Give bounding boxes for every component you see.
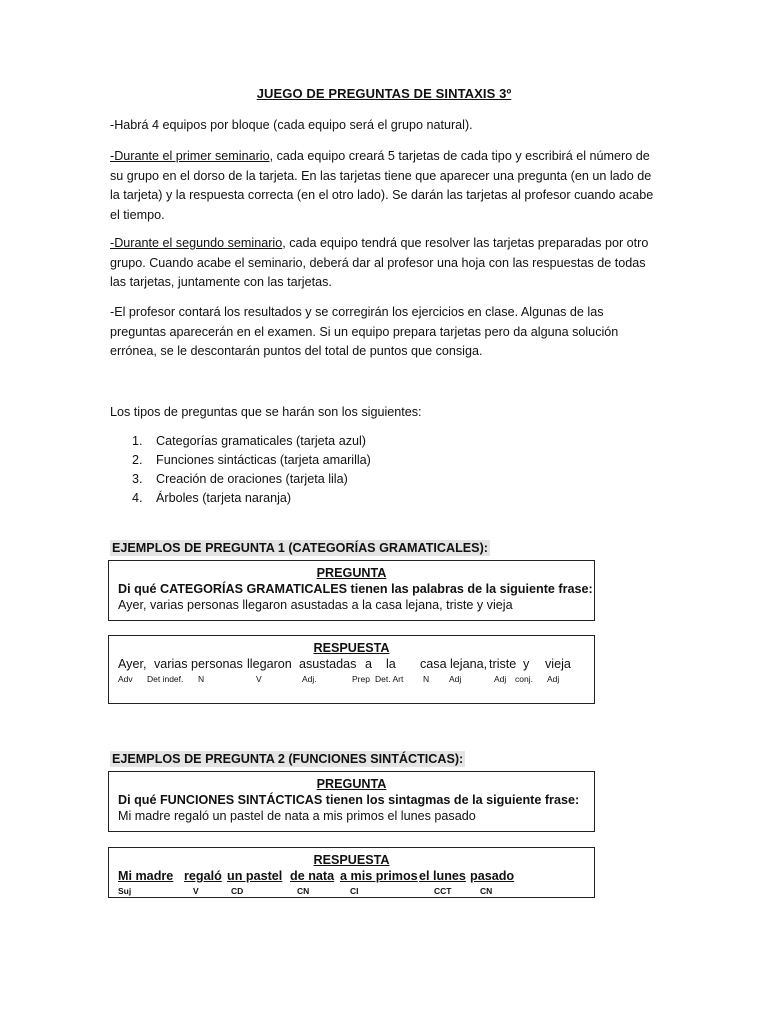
answer-tag: CN	[480, 886, 493, 896]
answer-word: llegaron	[247, 657, 292, 671]
answer-word: Ayer,	[118, 657, 147, 671]
answer-word: varias	[154, 657, 188, 671]
question-types-list	[132, 432, 371, 508]
paragraph-first-seminar	[110, 147, 658, 225]
answer-word: triste	[489, 657, 517, 671]
answer-tag: Prep	[352, 674, 370, 684]
answer-tag: Adj	[449, 674, 462, 684]
example1-heading: EJEMPLOS DE PREGUNTA 1 (CATEGORÍAS GRAMATICALES):	[112, 541, 488, 555]
paragraph-teams: -Habrá 4 equipos por bloque (cada equipo será el grupo natural).	[110, 118, 473, 132]
second-seminar-text: , cada equipo tendrá que resolver las tarjetas preparadas por otro grupo. Cuando acabe el seminario, deberá dar al profesor una hoja con las respuestas de todas las tarjetas, juntamente con las tarjetas.	[110, 236, 649, 289]
list-item: 2. Funciones sintácticas (tarjeta amarilla)	[132, 453, 371, 467]
answer-tag: conj.	[515, 674, 533, 684]
answer-word: vieja	[545, 657, 571, 671]
answer-tag: Det indef.	[147, 674, 184, 684]
example1-answer-title: RESPUESTA	[313, 641, 390, 655]
answer-tag: CN	[297, 886, 310, 896]
answer-phrase: regaló	[184, 869, 222, 883]
answer-tag: Det. Art	[375, 674, 404, 684]
answer-tag: N	[423, 674, 430, 684]
second-seminar-lead: -Durante el segundo seminario	[110, 236, 283, 250]
answer-word: asustadas	[299, 657, 357, 671]
list-item: 4. Árboles (tarjeta naranja)	[132, 491, 292, 505]
example2-question-line2: Mi madre regaló un pastel de nata a mis primos el lunes pasado	[118, 809, 476, 823]
example1-answer-words	[109, 656, 594, 673]
answer-word: la	[386, 657, 396, 671]
answer-word: casa	[420, 657, 447, 671]
answer-phrase: Mi madre	[118, 869, 174, 883]
example1-question-line1: Di qué CATEGORÍAS GRAMATICALES tienen las palabras de la siguiente frase:	[118, 582, 593, 596]
example2-question-box	[108, 771, 595, 832]
paragraph-types-intro: Los tipos de preguntas que se harán son los siguientes:	[110, 405, 422, 419]
list-item: 3. Creación de oraciones (tarjeta lila)	[132, 472, 348, 486]
answer-tag: CD	[231, 886, 244, 896]
example2-heading: EJEMPLOS DE PREGUNTA 2 (FUNCIONES SINTÁCTICAS):	[112, 752, 464, 766]
answer-tag: N	[198, 674, 205, 684]
answer-tag: V	[256, 674, 262, 684]
answer-tag: Adj.	[302, 674, 317, 684]
first-seminar-lead: -Durante el primer seminario,	[110, 149, 274, 163]
answer-phrase: de nata	[290, 869, 335, 883]
example2-answer-box	[108, 847, 595, 898]
answer-word: lejana,	[450, 657, 488, 671]
answer-tag: Suj	[118, 886, 132, 896]
answer-tag: Adj	[494, 674, 507, 684]
example2-answer-words	[109, 868, 594, 885]
first-seminar-text: cada equipo creará 5 tarjetas de cada tipo y escribirá el número de su grupo en el dorso de la tarjeta. En las tarjetas tiene que aparecer una pregunta (en un lado de la tarjeta) y la respuesta correcta (en el otro lado). Se darán las tarjetas al profesor cuando acabe el tiempo.	[110, 149, 654, 222]
paragraph-second-seminar	[110, 234, 658, 293]
example1-answer-box	[108, 635, 595, 704]
answer-tag: Adj	[547, 674, 560, 684]
example2-answer-title: RESPUESTA	[313, 853, 390, 867]
answer-tag: V	[193, 886, 199, 896]
answer-tag: CI	[350, 886, 359, 896]
example1-question-line2: Ayer, varias personas llegaron asustadas a la casa lejana, triste y vieja	[118, 598, 513, 612]
answer-phrase: pasado	[470, 869, 515, 883]
answer-word: y	[523, 657, 530, 671]
answer-word: a	[365, 657, 373, 671]
example2-question-line1: Di qué FUNCIONES SINTÁCTICAS tienen los sintagmas de la siguiente frase:	[118, 793, 580, 807]
document-title: JUEGO DE PREGUNTAS DE SINTAXIS 3º	[256, 86, 512, 101]
example1-question-title: PREGUNTA	[316, 566, 387, 580]
answer-phrase: un pastel	[227, 869, 283, 883]
example2-answer-tags	[109, 885, 594, 899]
example1-question-box	[108, 560, 595, 621]
answer-tag: Adv	[118, 674, 133, 684]
answer-phrase: el lunes	[419, 869, 466, 883]
list-item: 1. Categorías gramaticales (tarjeta azul)	[132, 434, 366, 448]
answer-word: personas	[191, 657, 243, 671]
answer-tag: CCT	[434, 886, 452, 896]
paragraph-professor: -El profesor contará los resultados y se corregirán los ejercicios en clase. Algunas de las preguntas aparecerán en el examen. Si un equipo prepara tarjetas pero da alguna solución errónea, se le descontarán puntos del total de puntos que consiga.	[110, 305, 619, 358]
answer-phrase: a mis primos	[340, 869, 418, 883]
example1-answer-tags	[109, 673, 594, 687]
example2-question-title: PREGUNTA	[316, 777, 387, 791]
